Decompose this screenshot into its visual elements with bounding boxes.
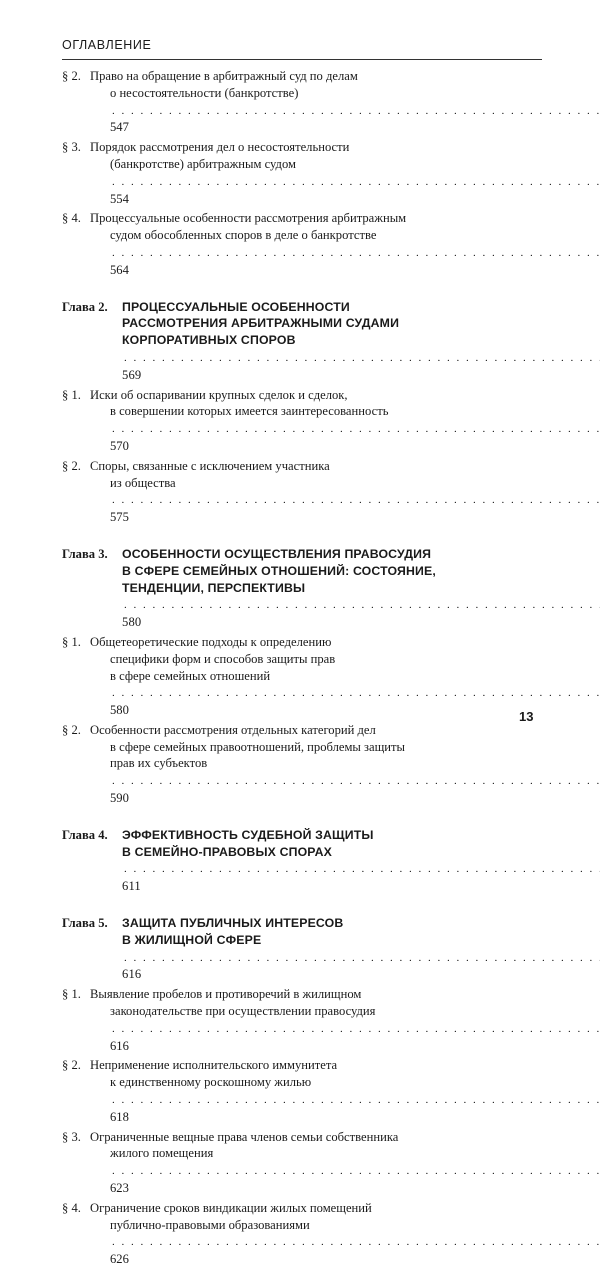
entry-number: § 1. [62,387,81,402]
entry-page: 564 [110,262,129,277]
entry-title-line: Ограниченные вещные права членов семьи собственника [90,1129,399,1144]
leader-dots [112,105,600,117]
header-rule [62,59,542,60]
toc-entry-section[interactable] [62,722,542,807]
entry-page: 580 [110,703,129,718]
entry-page: 616 [110,1038,129,1053]
entry-number: § 4. [62,1200,81,1215]
chapter-number: Глава 3. [62,546,108,561]
chapter-number: Глава 4. [62,827,108,842]
leader-dots [112,423,600,435]
toc-entry-section[interactable] [62,1129,542,1197]
leader-dots [112,1094,600,1106]
entry-number: § 1. [62,634,81,649]
chapter-title-line: ОСОБЕННОСТИ ОСУЩЕСТВЛЕНИЯ ПРАВОСУДИЯ [122,546,432,561]
entry-title-line: жилого помещения [110,1146,214,1161]
leader-dots [112,687,600,699]
toc-entry-section[interactable] [62,634,542,719]
entry-title-line: Ограничение сроков виндикации жилых помещений [90,1200,372,1215]
leader-dots [112,494,600,506]
entry-number: § 2. [62,722,81,737]
entry-title-line: Неприменение исполнительского иммунитета [90,1058,338,1073]
page-header-title: ОГЛАВЛЕНИЕ [62,38,152,52]
entry-title-line: Споры, связанные с исключением участника [90,458,330,473]
entry-title-line: о несостоятельности (банкротстве) [110,85,299,100]
chapter-title-line: ТЕНДЕНЦИИ, ПЕРСПЕКТИВЫ [122,580,306,595]
entry-title-line: специфики форм и способов защиты прав [110,651,336,666]
entry-number: § 4. [62,211,81,226]
entry-title-line: публично-правовыми образованиями [110,1217,310,1232]
entry-title-line: к единственному роскошному жилью [110,1075,312,1090]
entry-number: § 2. [62,1058,81,1073]
entry-title-line: законодательстве при осуществлении правосудия [110,1004,376,1019]
toc-entry-section[interactable] [62,986,542,1054]
entry-page: 623 [110,1181,129,1196]
leader-dots [112,1023,600,1035]
entry-title-line: Порядок рассмотрения дел о несостоятельности [90,140,350,155]
entry-number: § 3. [62,1129,81,1144]
leader-dots [112,1165,600,1177]
entry-title-line: (банкротстве) арбитражным судом [110,156,296,171]
toc-entry-section[interactable] [62,387,542,455]
toc-entry-section[interactable] [62,139,542,207]
entry-title-line: Право на обращение в арбитражный суд по делам [90,69,358,83]
entry-page: 618 [110,1109,129,1124]
toc-entry-section[interactable] [62,1057,542,1125]
toc-entry-chapter[interactable] [62,915,542,983]
entry-page: 580 [122,615,142,630]
entry-title-line: Процессуальные особенности рассмотрения арбитражным [90,211,407,226]
entry-title-line: в сфере семейных отношений [110,668,271,683]
entry-title-line: в сфере семейных правоотношений, проблемы защиты [110,739,406,754]
leader-dots [112,1236,600,1248]
leader-dots [124,352,600,364]
entry-title-line: прав их субъектов [110,756,208,771]
entry-title-line: судом обособленных споров в деле о банкротстве [110,228,377,243]
chapter-title-line: ЭФФЕКТИВНОСТЬ СУДЕБНОЙ ЗАЩИТЫ [122,827,374,842]
leader-dots [112,176,600,188]
leader-dots [112,775,600,787]
toc-entry-chapter[interactable] [62,299,542,384]
entry-page: 554 [110,191,129,206]
chapter-title-line: В ЖИЛИЩНОЙ СФЕРЕ [122,932,262,947]
leader-dots [124,952,600,964]
entry-title-line: из общества [110,475,176,490]
entry-page: 575 [110,510,129,525]
entry-page: 611 [122,879,141,894]
chapter-title-line: В СФЕРЕ СЕМЕЙНЫХ ОТНОШЕНИЙ: СОСТОЯНИЕ, [122,563,436,578]
chapter-title-line: КОРПОРАТИВНЫХ СПОРОВ [122,333,296,348]
table-of-contents [62,68,542,1268]
entry-title-line: Особенности рассмотрения отдельных категорий дел [90,722,376,737]
entry-number: § 1. [62,987,81,1002]
entry-page: 569 [122,367,142,382]
chapter-title-line: ЗАЩИТА ПУБЛИЧНЫХ ИНТЕРЕСОВ [122,916,344,931]
entry-page: 570 [110,438,129,453]
page-number: 13 [519,709,534,724]
chapter-number: Глава 2. [62,299,108,314]
entry-title-line: в совершении которых имеется заинтересованность [110,404,389,419]
chapter-title-line: В СЕМЕЙНО-ПРАВОВЫХ СПОРАХ [122,844,332,859]
leader-dots [124,599,600,611]
chapter-number: Глава 5. [62,916,108,931]
toc-entry-section[interactable] [62,68,542,136]
entry-page: 616 [122,967,142,982]
entry-title-line: Общетеоретические подходы к определению [90,634,332,649]
entry-page: 626 [110,1252,129,1267]
chapter-title-line: ПРОЦЕССУАЛЬНЫЕ ОСОБЕННОСТИ [122,299,350,314]
toc-entry-section[interactable] [62,1200,542,1268]
entry-number: § 3. [62,140,81,155]
entry-title-line: Иски об оспаривании крупных сделок и сделок, [90,387,348,402]
leader-dots [124,863,600,875]
entry-page: 590 [110,791,129,806]
leader-dots [112,247,600,259]
entry-number: § 2. [62,458,81,473]
entry-number: § 2. [62,69,81,83]
toc-entry-section[interactable] [62,458,542,526]
toc-entry-chapter[interactable] [62,827,542,895]
entry-title-line: Выявление пробелов и противоречий в жилищном [90,987,362,1002]
toc-entry-section[interactable] [62,210,542,278]
entry-page: 547 [110,120,129,135]
toc-entry-chapter[interactable] [62,546,542,631]
chapter-title-line: РАССМОТРЕНИЯ АРБИТРАЖНЫМИ СУДАМИ [122,316,400,331]
